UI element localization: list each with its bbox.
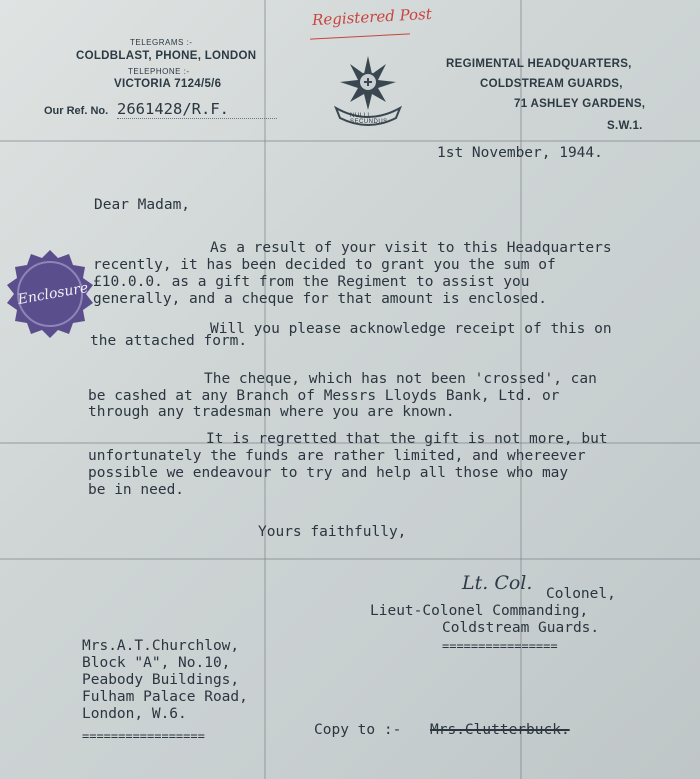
body-line: Will you please acknowledge receipt of this on <box>210 321 612 337</box>
body-line: The cheque, which has not been 'crossed', can <box>204 371 597 387</box>
regimental-crest-icon <box>330 52 406 128</box>
body-line: recently, it has been decided to grant you the sum of <box>93 257 556 273</box>
recipient-line: Fulham Palace Road, <box>82 689 248 705</box>
copy-to-label: Copy to :- <box>314 722 402 738</box>
stamp-underline <box>310 33 410 39</box>
address-line-2: COLDSTREAM GUARDS, <box>480 78 623 90</box>
address-line-1: REGIMENTAL HEADQUARTERS, <box>446 58 632 70</box>
body-line: unfortunately the funds are rather limited, and whereever <box>88 448 586 464</box>
salutation: Dear Madam, <box>94 197 191 213</box>
telegrams-label: TELEGRAMS :- <box>130 38 193 47</box>
signature-title-line: Lieut-Colonel Commanding, <box>370 603 589 619</box>
fold-line <box>0 140 700 142</box>
signature-separator: ================ <box>442 639 558 653</box>
recipient-line: Block "A", No.10, <box>82 655 231 671</box>
address-line-3: 71 ASHLEY GARDENS, <box>514 98 646 110</box>
address-line-4: S.W.1. <box>607 120 643 132</box>
recipient-line: London, W.6. <box>82 706 187 722</box>
telegrams-value: COLDBLAST, PHONE, LONDON <box>76 50 257 62</box>
fold-line <box>0 558 700 560</box>
signature-title-line: Coldstream Guards. <box>442 620 600 636</box>
crest-motto: NULLI SECUNDUS <box>350 113 388 125</box>
recipient-line: Mrs.A.T.Churchlow, <box>82 638 240 654</box>
ref-label: Our Ref. No. <box>44 105 109 117</box>
body-line: be cashed at any Branch of Messrs Lloyds Bank, Ltd. or <box>88 388 560 404</box>
telephone-label: TELEPHONE :- <box>128 67 190 76</box>
body-line: It is regretted that the gift is not more, but <box>206 431 608 447</box>
body-line: As a result of your visit to this Headquarters <box>210 240 612 256</box>
closing: Yours faithfully, <box>258 524 407 540</box>
ref-value: 2661428/R.F. <box>117 100 277 119</box>
copy-to-value: Mrs.Clutterbuck. <box>430 722 570 738</box>
signature-title-line: Colonel, <box>546 586 616 602</box>
telephone-value: VICTORIA 7124/5/6 <box>114 78 222 90</box>
enclosure-stamp <box>4 248 96 340</box>
body-line: through any tradesman where you are known. <box>88 404 455 420</box>
signature: Lt. Col. <box>462 572 533 594</box>
letter-date: 1st November, 1944. <box>437 145 603 161</box>
body-line: £10.0.0. as a gift from the Regiment to assist you <box>93 274 530 290</box>
body-line: generally, and a cheque for that amount is enclosed. <box>93 291 547 307</box>
recipient-line: Peabody Buildings, <box>82 672 240 688</box>
recipient-separator: ================= <box>82 729 205 743</box>
enclosure-stamp-text: Enclosure <box>16 279 90 309</box>
body-line: the attached form. <box>90 333 248 349</box>
registered-post-stamp: Registered Post <box>311 4 433 30</box>
body-line: possible we endeavour to try and help all those who may <box>88 465 569 481</box>
body-line: be in need. <box>88 482 185 498</box>
